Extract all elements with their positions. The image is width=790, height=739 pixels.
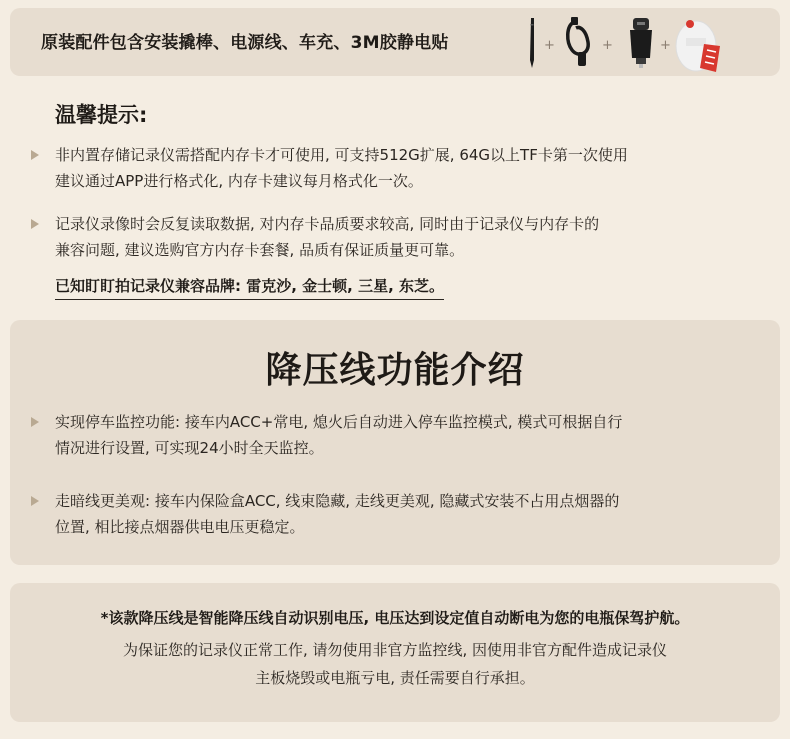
function-line: 位置, 相比接点烟器供电电压更稳定。	[55, 518, 305, 536]
car-charger-icon	[624, 16, 658, 70]
tip-line: 建议通过APP进行格式化, 内存卡建议每月格式化一次。	[55, 172, 423, 190]
tip-item	[55, 142, 745, 194]
function-item	[55, 488, 745, 540]
compatible-brands: 已知盯盯拍记录仪兼容品牌: 雷克沙, 金士顿, 三星, 东芝。	[55, 274, 444, 300]
tips-title: 温馨提示:	[55, 103, 148, 127]
function-title: 降压线功能介绍	[265, 350, 525, 391]
function-line: 走暗线更美观: 接车内保险盒ACC, 线束隐藏, 走线更美观, 隐藏式安装不占用点烟器的	[55, 492, 620, 510]
bullet-icon	[31, 150, 39, 160]
accessories-panel	[10, 8, 780, 76]
function-item	[55, 409, 745, 461]
tip-item	[55, 211, 745, 263]
tip-line: 兼容问题, 建议选购官方内存卡套餐, 品质有保证质量更可靠。	[55, 241, 465, 259]
power-cable-icon	[562, 16, 596, 70]
plus-sign: +	[602, 38, 613, 53]
tip-line: 记录仪录像时会反复读取数据, 对内存卡品质要求较高, 同时由于记录仪与内存卡的	[55, 215, 600, 233]
note-warning: *该款降压线是智能降压线自动识别电压, 电压达到设定值自动断电为您的电瓶保驾护航。	[100, 609, 690, 627]
tip-line: 非内置存储记录仪需搭配内存卡才可使用, 可支持512G扩展, 64G以上TF卡第一次使用	[55, 146, 628, 164]
function-line: 实现停车监控功能: 接车内ACC+常电, 熄火后自动进入停车监控模式, 模式可根据自行	[55, 413, 623, 431]
plus-sign: +	[544, 38, 555, 53]
note-panel	[10, 583, 780, 722]
static-sticker-icon	[674, 16, 724, 74]
pry-bar-icon	[524, 16, 540, 70]
bullet-icon	[31, 496, 39, 506]
bullet-icon	[31, 219, 39, 229]
plus-sign: +	[660, 38, 671, 53]
accessories-title: 原装配件包含安装撬棒、电源线、车充、3M胶静电贴	[41, 33, 449, 53]
function-line: 情况进行设置, 可实现24小时全天监控。	[55, 439, 324, 457]
bullet-icon	[31, 417, 39, 427]
note-line: 主板烧毁或电瓶亏电, 责任需要自行承担。	[255, 669, 535, 687]
note-line: 为保证您的记录仪正常工作, 请勿使用非官方监控线, 因使用非官方配件造成记录仪	[122, 641, 668, 659]
